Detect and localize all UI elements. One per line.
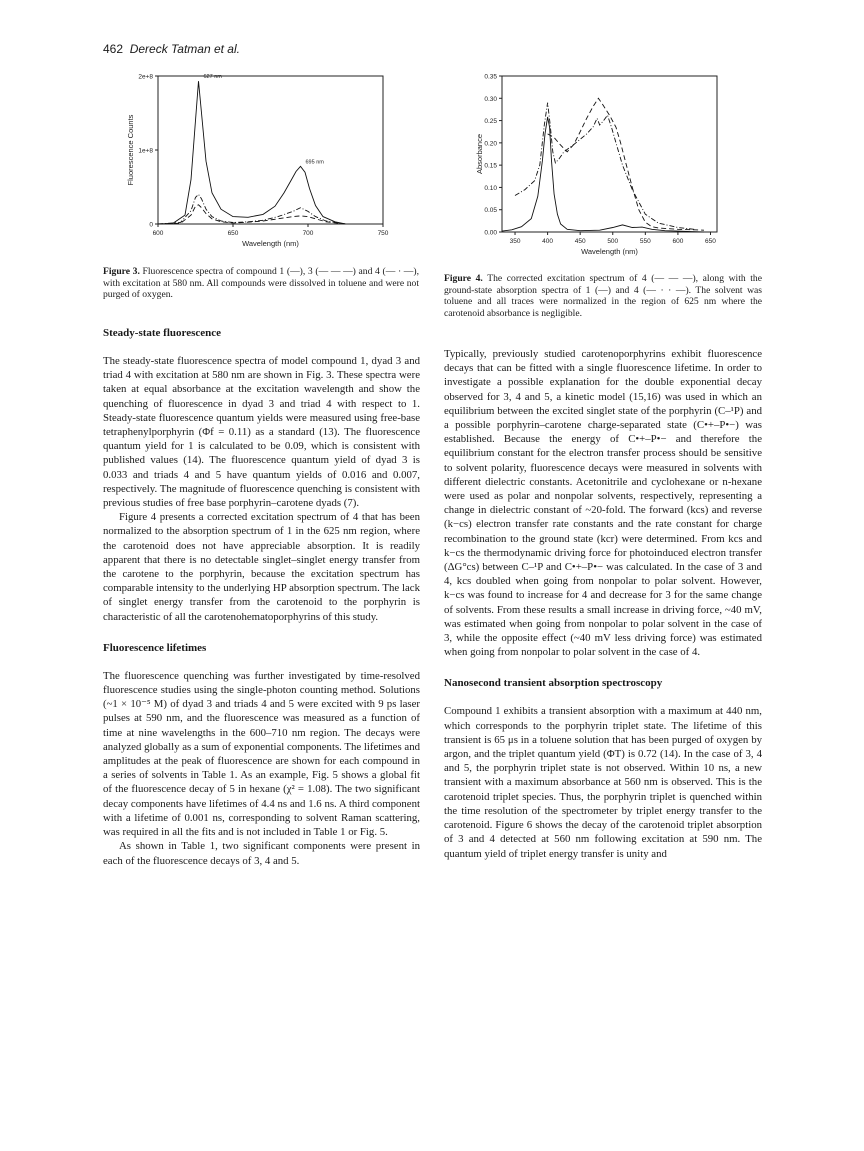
y-tick-label: 0.35 (484, 73, 497, 81)
heading-nanosecond: Nanosecond transient absorption spectroscopy (444, 677, 663, 690)
right-column (444, 347, 762, 861)
x-tick-label: 350 (509, 238, 521, 245)
x-tick-label: 700 (302, 230, 314, 237)
paragraph: The steady-state fluorescence spectra of model compound 1, dyad 3 and triad 4 with excitation at 580 nm are shown in Fig. 3. These spectra were taken at equal absorbance at the excitation wavelength and show the quenching of fluorescence in dyad 3 and triad 4 with respect to 1. Steady-state fluorescence quantum yields were measured using free-base tetraphenylporphyrin (Φf = 0.11) as a standard (13). The fluorescence quantum yield for 1 is calculated to be 0.09, which is consistent with published values (14). The fluorescence quantum yield of dyad 3 is 0.033 and triads 4 and 5 have quantum yields of 0.016 and 0.007, respectively. The magnitude of fluorescence quenching is consistent with previous studies of free base porphyrin–carotene dyads (7). (103, 355, 420, 510)
x-tick-label: 650 (227, 230, 239, 237)
x-tick-label: 450 (574, 238, 586, 245)
series-line (548, 98, 704, 230)
paragraph: The fluorescence quenching was further investigated by time-resolved fluorescence studies using the single-photon counting method. Solutions (~1 × 10⁻⁵ M) of dyad 3 and triads 4 and 5 were excited with 9 ps laser pulses at 590 nm, and the fluorescence was measured as a function of time at nine wavelengths in the 600–710 nm region. The decays were analyzed globally as a sum of exponential components. The lifetimes and amplitudes at the peak of fluorescence are shown for each compound in a series of solvents in Table 1. As an example, Fig. 5 shows a global fit of the fluorescence decay of 5 in hexane (χ² = 1.08). The two significant decay components have lifetimes of 4.4 ns and 1.6 ns. A third component with a lifetime of 0.001 ns, corresponding to solvent Raman scattering, was required in all the fits and is not included in Table 1 or Fig. 5. (103, 669, 420, 839)
y-tick-label: 0.25 (484, 118, 497, 126)
paragraph: Compound 1 exhibits a transient absorption with a maximum at 440 nm, which corresponds to the porphyrin triplet state. The lifetime of this transient is 65 μs in a toluene solution that has been purged of oxygen by argon, and the triplet quantum yield (ΦT) is 0.72 (14). In the case of 3, 4 and 5, the porphyrin triplet state is not observed. Within 10 ns, a new transient with a maximum absorbance at 560 nm is observed. This is the carotenoid triplet species. Thus, the porphyrin triplet is quenched within the time resolution of the spectrometer by triplet energy transfer to the carotenoid. Figure 6 shows the decay of the carotenoid triplet absorption of 3 and 4 detected at 560 nm following excitation at 590 nm. The quantum yield of triplet energy transfer is unity and (444, 705, 762, 860)
y-tick-label: 0 (149, 221, 153, 229)
figure-4 (470, 68, 730, 268)
x-tick-label: 550 (639, 238, 651, 245)
figure-3-caption (103, 266, 419, 301)
x-tick-label: 400 (542, 238, 554, 245)
figure-4-label: Figure 4. (444, 273, 483, 284)
y-tick-label: 1e+8 (138, 147, 153, 155)
figure-3-label: Figure 3. (103, 266, 140, 277)
y-tick-label: 0.15 (484, 162, 497, 170)
y-axis-label: Absorbance (475, 133, 484, 175)
figure-4-caption (444, 273, 762, 319)
x-tick-label: 600 (672, 238, 684, 245)
heading-lifetimes: Fluorescence lifetimes (103, 641, 207, 654)
figure-3-chart (103, 68, 413, 258)
y-axis-label: Fluorescence Counts (126, 114, 135, 186)
paragraph: Typically, previously studied carotenoporphyrins exhibit fluorescence decays that can be fitted with a single fluorescence lifetime. In order to investigate a possible explanation for the double exponential decay observed for 3, 4 and 5, a kinetic model (15,16) was used in which an equilibrium between the excited singlet state of the porphyrin (C–¹P) and a possible porphyrin–carotene charge-separated state (C•+–P•−) was established. Because the energy of C•+–P•− and therefore the equilibrium constant for the electron transfer process should be sensitive to solvent polarity, fluorescence decays were measured in solvents with different dielectric constants. Acetonitrile and cyclohexane or n-hexane were used as polar and nonpolar solvents, respectively, representing a change in dielectric constant of ~20-fold. The forward (kcs) and reverse (k−cs) electron transfer rate constants and the rate constant for charge recombination to the ground state (kcr) were determined. From kcs and k−cs the thermodynamic driving force for photoinduced electron transfer (ΔG°cs) between C–¹P and C•+–P•− was calculated. In the case of 3 and 4, kcs doubled when going from nonpolar to polar solvent. However, k−cs was found to increase for 4 and decrease for 3 for the same change of solvents. From these results a small increase in driving force, ~40 mV, was estimated when going from nonpolar to polar solvent in the case of 3, while the opposite effect (~40 mV less driving force) was estimated when going from nonpolar to polar solvent in the case of 4. (444, 348, 762, 659)
peak-label: 695 nm (305, 159, 324, 166)
page-number: 462 (103, 42, 124, 56)
figure-4-chart (470, 68, 730, 268)
paragraph: Figure 4 presents a corrected excitation spectrum of 4 that has been normalized to the absorption spectrum of 1 in the 625 nm region, where the carotenoid does not have appreciable absorption. It is readily apparent that there is no detectable singlet–singlet energy transfer from the carotene to the porphyrin, because the excitation spectrum has comparable intensity to the underlying HP absorption spectrum. The lack of singlet energy transfer from the carotenoid to the porphyrin is characteristic of all the carotenohematoporphyrins of this study. (103, 511, 420, 623)
heading-steady-state: Steady-state fluorescence (103, 327, 222, 339)
y-tick-label: 0.10 (484, 184, 497, 192)
figure-3 (103, 68, 413, 258)
y-tick-label: 0.00 (484, 229, 497, 237)
plot-frame (158, 76, 383, 224)
y-tick-label: 2e+8 (138, 73, 153, 81)
x-tick-label: 650 (705, 238, 716, 245)
peak-label: 627 nm (203, 74, 222, 81)
x-axis-label: Wavelength (nm) (581, 247, 638, 256)
x-tick-label: 500 (607, 238, 619, 245)
x-tick-label: 600 (152, 230, 164, 237)
x-tick-label: 750 (377, 230, 389, 237)
paragraph: As shown in Table 1, two significant components were present in each of the fluorescence decays of 3, 4 and 5. (103, 840, 420, 867)
figure-3-caption-text: Fluorescence spectra of compound 1 (—), 3 (— — —) and 4 (— · —), with excitation at 580 nm. All compounds were dissolved in toluene and were not purged of oxygen. (103, 266, 419, 300)
y-tick-label: 0.30 (484, 95, 497, 103)
figure-4-caption-text: The corrected excitation spectrum of 4 (— — —), along with the ground-state absorption spectra of 1 (—) and 4 (— · · —). The solvent was toluene and all traces were normalized in the region of 625 nm where the carotenoid absorbance is negligible. (444, 273, 762, 319)
x-axis-label: Wavelength (nm) (242, 239, 299, 248)
series-line (502, 117, 704, 232)
running-authors: Dereck Tatman et al. (129, 42, 240, 56)
running-header (103, 42, 240, 56)
left-column (103, 326, 420, 868)
y-tick-label: 0.05 (484, 207, 497, 215)
y-tick-label: 0.20 (484, 140, 497, 148)
series-line (158, 81, 346, 224)
